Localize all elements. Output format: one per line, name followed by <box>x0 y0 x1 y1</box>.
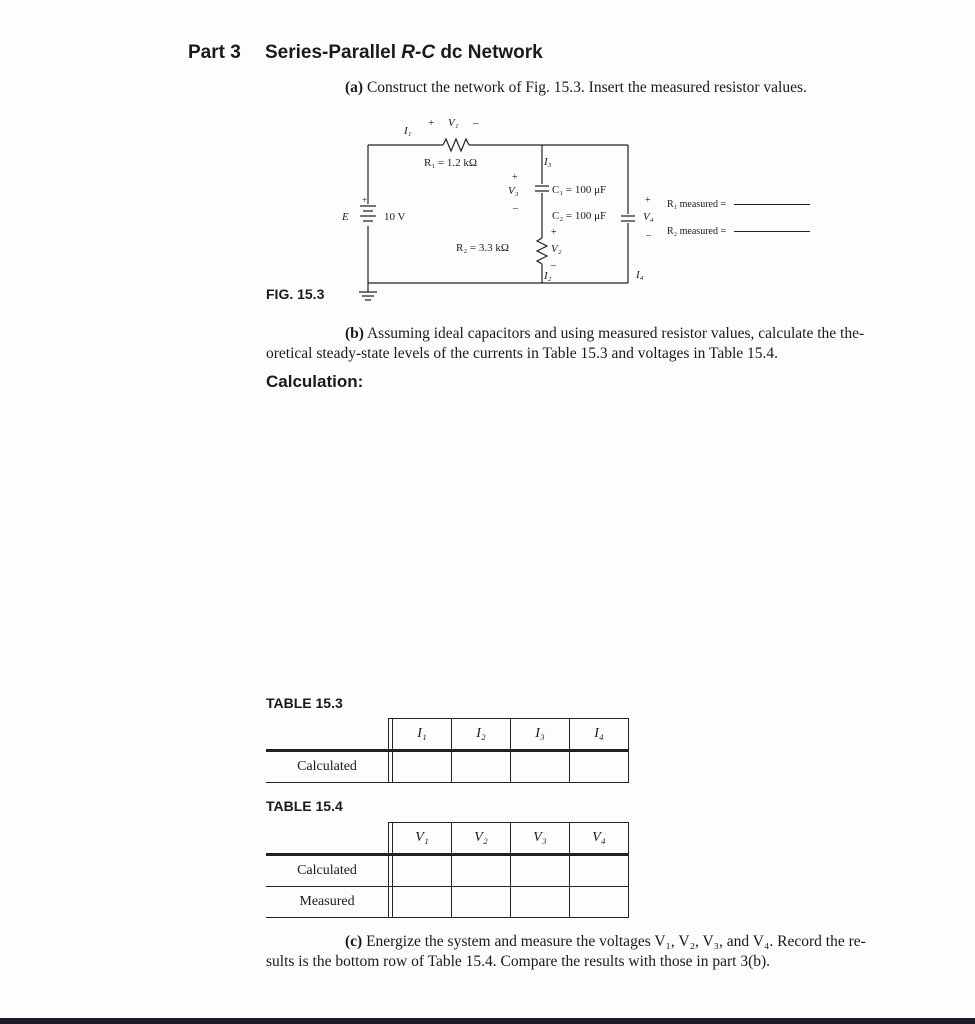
circuit-diagram <box>340 108 700 308</box>
r1-measured-blank <box>734 204 810 205</box>
cell-v4-calculated[interactable] <box>570 855 629 887</box>
table-row <box>266 855 629 887</box>
calculation-heading: Calculation: <box>266 372 364 391</box>
table-15-3 <box>266 718 629 783</box>
label-c1: C₁ = 100 μF <box>552 184 607 196</box>
instruction-c-text: Energize the system and measure the voltages V₁, V₂, V₃, and V₄. Record the re- <box>366 933 866 950</box>
cell-i4-calculated[interactable] <box>570 751 629 783</box>
header-i2: I₂ <box>452 719 511 751</box>
table-header-spacer <box>266 823 389 855</box>
label-v4-plus: + <box>645 195 651 206</box>
instruction-c-line2: sults is the bottom row of Table 15.4. Compare the results with those in part 3(b). <box>266 953 771 970</box>
cell-v2-calculated[interactable] <box>452 855 511 887</box>
r2-measured-blank <box>734 231 810 232</box>
label-i4: I₄ <box>636 269 644 281</box>
instruction-b-line1 <box>345 324 864 344</box>
table-15-4-header <box>266 823 629 855</box>
title-rc: R-C <box>401 42 436 63</box>
cell-v1-calculated[interactable] <box>393 855 452 887</box>
label-v1-plus: + <box>428 117 435 129</box>
label-v1: V₁ <box>448 117 459 129</box>
table-15-3-title: TABLE 15.3 <box>266 695 343 711</box>
label-v4-minus: – <box>646 230 651 241</box>
r2-measured-label: R₂ measured = <box>667 226 727 237</box>
row-label-measured: Measured <box>266 887 389 918</box>
instruction-c-line1 <box>345 932 866 952</box>
title-suffix: dc Network <box>435 42 543 63</box>
label-v4: V₄ <box>643 211 654 223</box>
instruction-a-marker: (a) <box>345 79 364 96</box>
instruction-a-text: Construct the network of Fig. 15.3. Insert the measured resistor values. <box>366 79 807 96</box>
label-v1-minus: – <box>473 117 479 129</box>
header-v3: V₃ <box>511 823 570 855</box>
part-label: Part 3 <box>188 42 241 63</box>
capacitor-c1 <box>535 186 549 191</box>
label-r1: R₁ = 1.2 kΩ <box>424 157 478 169</box>
label-source-voltage: 10 V <box>384 211 406 223</box>
battery-source <box>360 206 376 221</box>
cell-i1-calculated[interactable] <box>393 751 452 783</box>
figure-label: FIG. 15.3 <box>266 286 325 302</box>
label-i3: I₃ <box>544 156 552 168</box>
bottom-bar <box>0 1018 975 1024</box>
capacitor-c2 <box>621 216 635 221</box>
header-v1: V₁ <box>393 823 452 855</box>
table-15-4-title: TABLE 15.4 <box>266 798 343 814</box>
label-v3-minus: – <box>513 203 518 214</box>
cell-v4-measured[interactable] <box>570 887 629 918</box>
label-r2: R₂ = 3.3 kΩ <box>456 242 510 254</box>
header-i3: I₃ <box>511 719 570 751</box>
title-prefix: Series-Parallel <box>265 42 402 63</box>
cell-v3-measured[interactable] <box>511 887 570 918</box>
table-15-4 <box>266 822 629 918</box>
label-c2: C₂ = 100 μF <box>552 210 607 222</box>
header-v4: V₄ <box>570 823 629 855</box>
r1-measured-field <box>667 199 810 210</box>
instruction-b-marker: (b) <box>345 325 364 342</box>
label-i1: I₁ <box>404 125 412 137</box>
label-v2: V₂ <box>551 243 562 255</box>
label-i2: I₂ <box>544 270 552 282</box>
label-e: E <box>342 211 349 223</box>
instruction-a <box>345 78 807 98</box>
cell-v1-measured[interactable] <box>393 887 452 918</box>
row-label-calculated: Calculated <box>266 751 389 783</box>
table-row <box>266 751 629 783</box>
row-label-calculated: Calculated <box>266 855 389 887</box>
header-i4: I₄ <box>570 719 629 751</box>
r2-measured-field <box>667 226 810 237</box>
label-v2-plus: + <box>551 227 557 238</box>
table-15-3-header <box>266 719 629 751</box>
table-header-spacer <box>266 719 389 751</box>
cell-i2-calculated[interactable] <box>452 751 511 783</box>
section-title <box>265 42 543 64</box>
table-row <box>266 887 629 918</box>
label-e-plus: + <box>362 195 368 205</box>
header-i1: I₁ <box>393 719 452 751</box>
resistor-r1 <box>443 139 469 151</box>
header-v2: V₂ <box>452 823 511 855</box>
label-v2-minus: – <box>551 260 556 271</box>
label-v3-plus: + <box>512 172 518 183</box>
cell-i3-calculated[interactable] <box>511 751 570 783</box>
instruction-b-line2: oretical steady-state levels of the currents in Table 15.3 and voltages in Table 15.4. <box>266 345 779 362</box>
instruction-b-text: Assuming ideal capacitors and using measured resistor values, calculate the the- <box>366 325 865 342</box>
cell-v2-measured[interactable] <box>452 887 511 918</box>
cell-v3-calculated[interactable] <box>511 855 570 887</box>
instruction-c-marker: (c) <box>345 933 363 950</box>
label-v3: V₃ <box>508 185 519 197</box>
resistor-r2 <box>537 238 547 264</box>
r1-measured-label: R₁ measured = <box>667 199 727 210</box>
ground-icon <box>359 283 377 300</box>
